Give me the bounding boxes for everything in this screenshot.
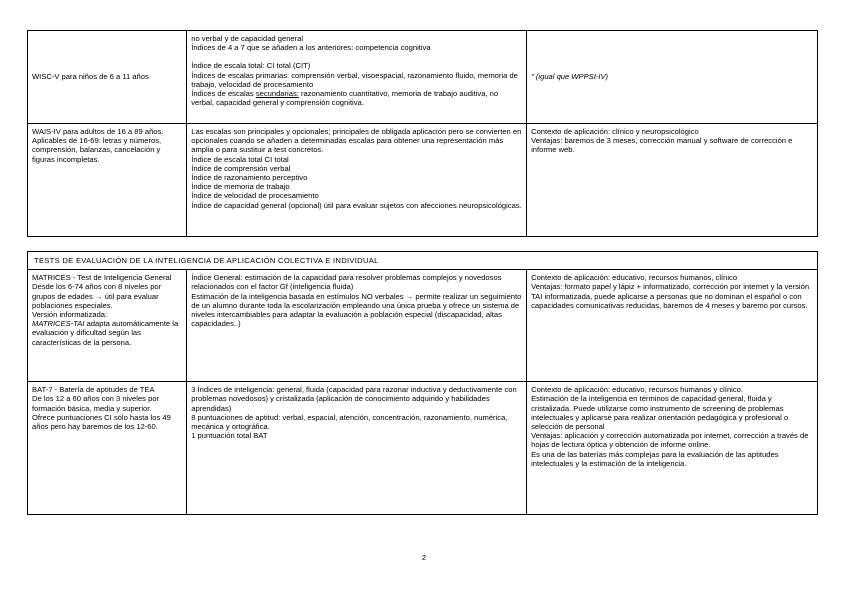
wais-context-cell: [527, 124, 818, 237]
wisc-desc-spacer: [191, 52, 522, 61]
wisc-desc-secondary-post: razonamiento cuantitativo, memoria de trabajo auditiva, no verbal, capacidad general y comprensión cognitiva.: [191, 89, 499, 108]
bat-name-line: De los 12 a 60 años con 3 niveles por formación básica, media y superior.: [32, 394, 160, 413]
bat-desc-line: 1 puntuación total BAT: [191, 431, 268, 441]
wisc-desc-secondary-pre: Índices de escalas: [191, 89, 256, 99]
wisc-desc-line: no verbal y de capacidad general: [191, 34, 304, 43]
wais-desc-line: Índice de memoria de trabajo: [191, 182, 290, 192]
bat-desc-line: 3 Índices de inteligencia: general, fluida (capacidad para razonar inductiva y deductivamente con problemas novedosos) y cristalizada (aplicación de conocimiento adquirido y habilidades aprendidas): [191, 385, 517, 413]
bat-name-line: BAT-7 - Batería de aptitudes de TEA: [32, 385, 155, 395]
matrices-context-cell: [527, 270, 818, 382]
table-title-row: [28, 252, 818, 270]
wisc-desc-line: Índices de escalas primarias: comprensión verbal, visoespacial, razonamiento fluido, memoria de trabajo, velocidad de procesamiento: [191, 70, 518, 89]
wais-desc-line: Índice de velocidad de procesamiento: [191, 191, 319, 201]
wisc-desc-line: Índice de escala total: CI total (CIT): [191, 61, 311, 71]
wais-name-line: Aplicables de 16-69: letras y números, comprensión, balanzas, cancelación y figuras incompletas.: [32, 136, 162, 164]
matrices-desc-line: Índice General: estimación de la capacidad para resolver problemas complejos y novedosos relacionados con el factor Gf (inteligencia fluida): [191, 273, 502, 292]
wais-desc-line: Índice de razonamiento perceptivo: [191, 173, 308, 183]
wais-name-cell: [28, 124, 187, 237]
bat-context-line: Contexto de aplicación: educativo, recursos humanos y clínico.: [531, 385, 743, 395]
wais-desc-line: Las escalas son principales y opcionales; principales de obligada aplicación pero se convierten en opcionales cuando se añaden a determinadas escalas para obtener una representación más amplia o para sustituir a test concretos.: [191, 127, 522, 155]
wisc-desc-line-secondary: [191, 89, 522, 107]
wais-description-cell: [187, 124, 527, 237]
bat-context-line: Estimación de la inteligencia en términos de capacidad general, fluida y cristalizada. Puede utilizarse como instrumento de screening de problemas intelectuales y aplicarse para realizar orientación pedagógica y profesional o selección de personal: [531, 394, 789, 432]
bat-context-line: Ventajas: aplicación y corrección automatizada por internet, corrección a través de hojas de lectura óptica y obtención de informe online.: [531, 431, 809, 450]
matrices-tai-text: adapta automáticamente la evaluación y dificultad según las características de la persona.: [32, 319, 179, 347]
wisc-description-cell: [187, 31, 527, 124]
bat-description-cell: [187, 382, 527, 515]
wisc-context: " (igual que WPPSI-IV): [531, 72, 609, 82]
wisc-name-cell: [28, 31, 187, 124]
bat-desc-line: 8 puntuaciones de aptitud: verbal, espacial, atención, concentración, razonamiento, numérica, mecánica y ortográfica.: [191, 412, 508, 432]
wais-desc-line: Índice de comprensión verbal: [191, 163, 291, 173]
matrices-desc-line: Estimación de la inteligencia basada en estímulos NO verbales → permite realizar un seguimiento de un alumno durante toda la escolarización empleando una única prueba y ofrece un sistema de niveles intercambiables para adaptar la evaluación a población especial (discapacidad, altas capacidades..): [191, 291, 522, 329]
table-row-bat: [28, 382, 818, 515]
bat-name-line: Ofrece puntuaciones CI sólo hasta los 49 años pero hay baremos de los 12-60.: [32, 412, 171, 432]
intelligence-tests-table-collective: [27, 251, 818, 515]
matrices-description-cell: [187, 270, 527, 382]
table-title: TESTS DE EVALUACIÓN DE LA INTELIGENCIA DE APLICACIÓN COLECTIVA E INDIVIDUAL: [28, 252, 818, 270]
wais-context-line: Ventajas: baremos de 3 meses, corrección manual y software de corrección e informe web.: [531, 136, 793, 155]
wisc-context-cell: [527, 31, 818, 124]
table-row-wais: [28, 124, 818, 237]
wisc-desc-secondary-underlined: secundarias:: [255, 89, 299, 99]
wais-desc-line: Índice de escala total CI total: [191, 154, 289, 164]
intelligence-tests-table-individual: [27, 30, 818, 237]
matrices-name-line: MATRICES - Test de Inteligencia General: [32, 273, 172, 283]
bat-context-line: Es una de las baterías más complejas para la evaluación de las aptitudes intelectuales y la estimación de la inteligencia.: [531, 449, 779, 468]
matrices-name-tai: [32, 319, 182, 347]
matrices-tai-italic: MATRICES-TAI: [32, 319, 85, 329]
table-row-wisc: [28, 31, 818, 124]
wais-name-line: WAIS-IV para adultos de 16 a 89 años.: [32, 127, 164, 136]
table-row-matrices: [28, 270, 818, 382]
matrices-name-line: Versión informatizada:: [32, 310, 108, 320]
matrices-name-line: Desde los 6-74 años con 8 niveles por grupos de edades → útil para evaluar poblaciones especiales.: [32, 282, 162, 310]
wisc-desc-line: Índices de 4 a 7 que se añaden a los anteriores: competencia cognitiva: [191, 43, 431, 53]
wais-desc-line: Índice de capacidad general (opcional) útil para evaluar sujetos con afecciones neuropsicológicas.: [191, 200, 522, 210]
bat-name-cell: [28, 382, 187, 515]
wisc-name: WISC-V para niños de 6 a 11 años: [32, 72, 149, 82]
matrices-context-line: Contexto de aplicación: educativo, recursos humanos, clínico: [531, 273, 738, 283]
wais-context-line: Contexto de aplicación: clínico y neuropsicológico: [531, 127, 699, 136]
page-number: 2: [421, 553, 427, 562]
matrices-context-line: Ventajas: formato papel y lápiz + informatizado, corrección por internet y la versión TAI informatizada, puede aplicarse a personas que no dominan el español o con capacidades comunicativas reducidas, baremos de 4 meses y baremo por cursos.: [531, 282, 810, 310]
matrices-name-cell: [28, 270, 187, 382]
bat-context-cell: [527, 382, 818, 515]
